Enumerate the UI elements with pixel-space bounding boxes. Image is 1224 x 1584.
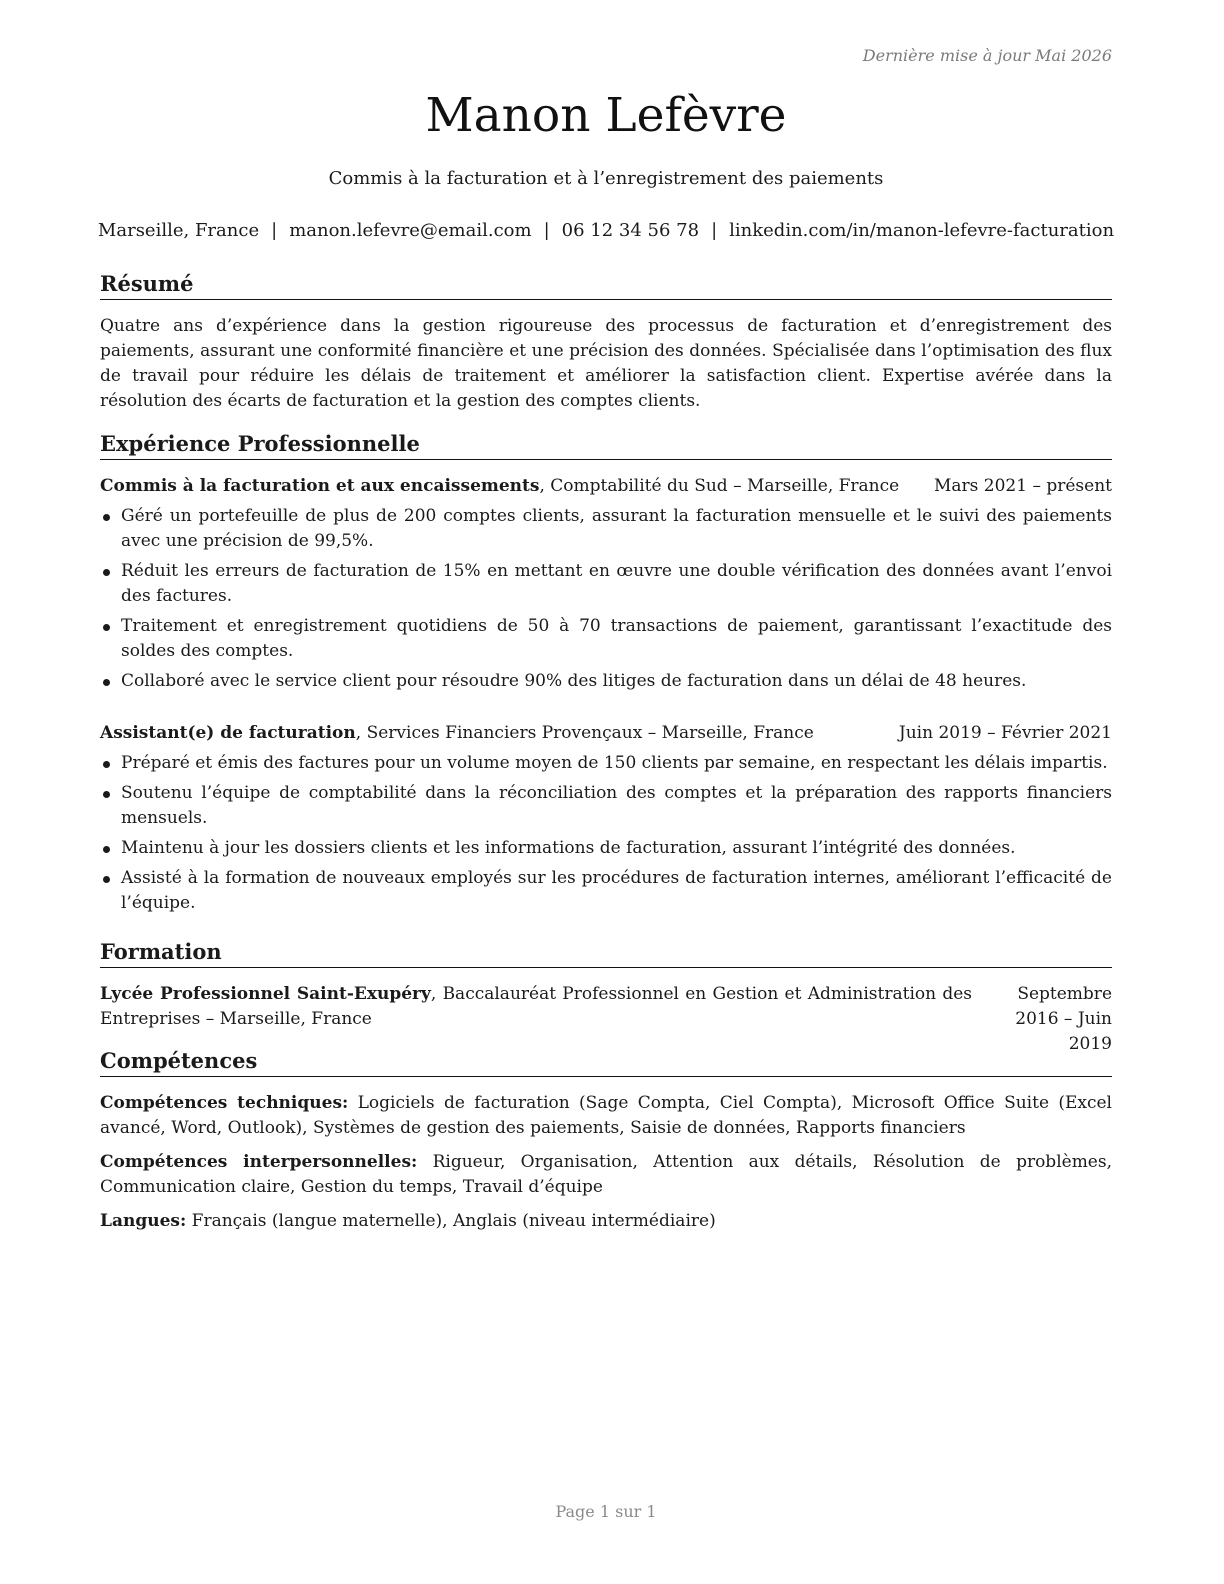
job-company: , Comptabilité du Sud – Marseille, France — [539, 476, 900, 496]
job-header — [100, 721, 1112, 746]
contact-separator: | — [543, 220, 550, 241]
skill-text: Logiciels de facturation (Sage Compta, Ciel Compta), Microsoft Office Suite (Excel avancé, Word, Outlook), Systèmes de gestion des paiements, Saisie de données, Rapports financiers — [100, 1093, 1112, 1138]
contact-separator: | — [711, 220, 718, 241]
bullet-icon — [103, 876, 110, 883]
section-title-experience: Expérience Professionnelle — [100, 430, 1112, 460]
skill-technical — [100, 1091, 1112, 1141]
job-header — [100, 474, 1112, 499]
job-bullets — [100, 504, 1112, 699]
contact-linkedin[interactable]: linkedin.com/in/manon-lefevre-facturation — [729, 220, 1115, 241]
page-number: Page 1 sur 1 — [555, 1502, 657, 1521]
contact-email[interactable]: manon.lefevre@email.com — [289, 220, 532, 241]
bullet-icon — [103, 679, 110, 686]
list-item: Préparé et émis des factures pour un volume moyen de 150 clients par semaine, en respectant les délais impartis. — [100, 751, 1112, 776]
contact-line — [86, 220, 1126, 241]
bullet-icon — [103, 846, 110, 853]
list-item: Maintenu à jour les dossiers clients et les informations de facturation, assurant l’intégrité des données. — [100, 836, 1112, 861]
skill-label: Compétences techniques: — [100, 1093, 349, 1113]
list-item: Réduit les erreurs de facturation de 15% en mettant en œuvre une double vérification des données avant l’envoi des factures. — [100, 559, 1112, 609]
skill-languages — [100, 1209, 1112, 1234]
skill-text: Français (langue maternelle), Anglais (niveau intermédiaire) — [186, 1211, 716, 1231]
bullet-icon — [103, 761, 110, 768]
job-company: , Services Financiers Provençaux – Marseille, France — [355, 723, 814, 743]
section-title-summary: Résumé — [100, 270, 1112, 300]
job-dates: Mars 2021 – présent — [933, 476, 1112, 496]
contact-separator: | — [271, 220, 278, 241]
contact-location: Marseille, France — [97, 220, 260, 241]
list-item: Géré un portefeuille de plus de 200 comptes clients, assurant la facturation mensuelle et le suivi des paiements avec une précision de 99,5%. — [100, 504, 1112, 554]
bullet-icon — [103, 569, 110, 576]
school-details: , Baccalauréat Professionnel en Gestion et Administration des Entreprises – Marseille, France — [100, 984, 972, 1029]
job-role-company — [100, 474, 899, 499]
summary-text: Quatre ans d’expérience dans la gestion rigoureuse des processus de facturation et d’enregistrement des paiements, assurant une conformité financière et une précision des données. Spécialisée dans l’optimisation des flux de travail pour réduire les délais de traitement et améliorer la satisfaction client. Expertise avérée dans la résolution des écarts de facturation et la gestion des comptes clients. — [100, 316, 1112, 411]
list-item: Traitement et enregistrement quotidiens de 50 à 70 transactions de paiement, garantissant l’exactitude des soldes des comptes. — [100, 614, 1112, 664]
list-item: Collaboré avec le service client pour résoudre 90% des litiges de facturation dans un délai de 48 heures. — [100, 669, 1112, 694]
job-dates: Juin 2019 – Février 2021 — [898, 723, 1112, 743]
section-title-education: Formation — [100, 938, 1112, 968]
skill-interpersonal — [100, 1150, 1112, 1200]
skill-text: Rigueur, Organisation, Attention aux détails, Résolution de problèmes, Communication claire, Gestion du temps, Travail d’équipe — [100, 1152, 1113, 1197]
education-school — [100, 982, 972, 1057]
last-updated: Dernière mise à jour Mai 2026 — [862, 46, 1112, 65]
school-name: Lycée Professionnel Saint-Exupéry — [100, 984, 431, 1004]
candidate-name: Manon Lefèvre — [425, 88, 787, 143]
job-role: Assistant(e) de facturation — [100, 723, 356, 743]
job-role: Commis à la facturation et aux encaissements — [100, 476, 540, 496]
bullet-icon — [103, 791, 110, 798]
education-dates: Septembre 2016 – Juin 2019 — [1015, 984, 1112, 1054]
bullet-icon — [103, 514, 110, 521]
resume-page — [97, 0, 1115, 1584]
contact-phone: 06 12 34 56 78 — [561, 220, 700, 241]
skill-label: Compétences interpersonnelles: — [100, 1152, 418, 1172]
job-bullets — [100, 751, 1112, 921]
education-entry — [100, 982, 1112, 1057]
section-title-skills: Compétences — [100, 1047, 1112, 1077]
job-role-company — [100, 721, 814, 746]
list-item: Soutenu l’équipe de comptabilité dans la réconciliation des comptes et la préparation des rapports financiers mensuels. — [100, 781, 1112, 831]
list-item: Assisté à la formation de nouveaux employés sur les procédures de facturation internes, améliorant l’efficacité de l’équipe. — [100, 866, 1112, 916]
bullet-icon — [103, 624, 110, 631]
skill-label: Langues: — [100, 1211, 187, 1231]
job-title: Commis à la facturation et à l’enregistrement des paiements — [328, 168, 884, 189]
